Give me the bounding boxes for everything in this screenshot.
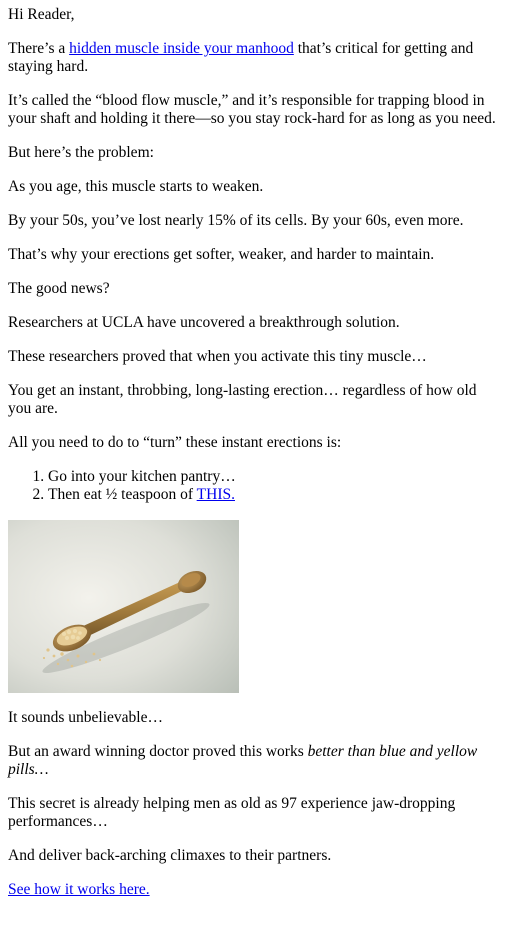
intro-text-after: that’s critical for getting and staying hard. (8, 40, 474, 75)
paragraph-cells-lost: By your 50s, you’ve lost nearly 15% of its cells. By your 60s, even more. (8, 212, 464, 229)
list-item-text: Then eat ½ teaspoon of (48, 486, 197, 503)
paragraph-instant-erection: You get an instant, throbbing, long-lasting erection… regardless of how old you are. (8, 382, 477, 417)
paragraph-all-you-need: All you need to do to “turn” these instant erections is: (8, 434, 342, 451)
see-how-it-works-link[interactable]: See how it works here. (8, 881, 150, 898)
intro-text-before: There’s a (8, 40, 70, 57)
paragraph-cta (8, 881, 501, 899)
paragraph-good-news: The good news? (8, 280, 110, 297)
paragraph-unbelievable: It sounds unbelievable… (8, 709, 163, 726)
product-image-link[interactable] (8, 520, 239, 693)
list-item (48, 486, 501, 504)
award-text-emphasis: better than blue and yellow pills… (8, 743, 478, 778)
paragraph-blood-flow-muscle: It’s called the “blood flow muscle,” and it’s responsible for trapping blood in your shaft and holding it there—so you stay rock-hard for as long as you need. (8, 92, 496, 127)
hidden-muscle-link[interactable]: hidden muscle inside your manhood (69, 40, 294, 57)
award-text-before: But an award winning doctor proved this works (8, 743, 308, 760)
paragraph-problem: But here’s the problem: (8, 144, 154, 161)
paragraph-climaxes: And deliver back-arching climaxes to their partners. (8, 847, 332, 864)
this-link[interactable]: THIS. (196, 486, 235, 503)
paragraph-weaken: As you age, this muscle starts to weaken. (8, 178, 264, 195)
paragraph-softer: That’s why your erections get softer, weaker, and harder to maintain. (8, 246, 435, 263)
steps-list (8, 468, 501, 504)
paragraph-researchers-ucla: Researchers at UCLA have uncovered a breakthrough solution. (8, 314, 400, 331)
paragraph-researchers-proved: These researchers proved that when you activate this tiny muscle… (8, 348, 427, 365)
greeting: Hi Reader, (8, 6, 75, 23)
wooden-spoon-with-crystals-photo (8, 520, 239, 693)
list-item: 1. Go into your kitchen pantry… (48, 468, 501, 486)
paragraph-award-doctor (8, 743, 501, 779)
paragraph-men-97: This secret is already helping men as old as 97 experience jaw-dropping performances… (8, 795, 456, 830)
paragraph-intro (8, 40, 501, 76)
